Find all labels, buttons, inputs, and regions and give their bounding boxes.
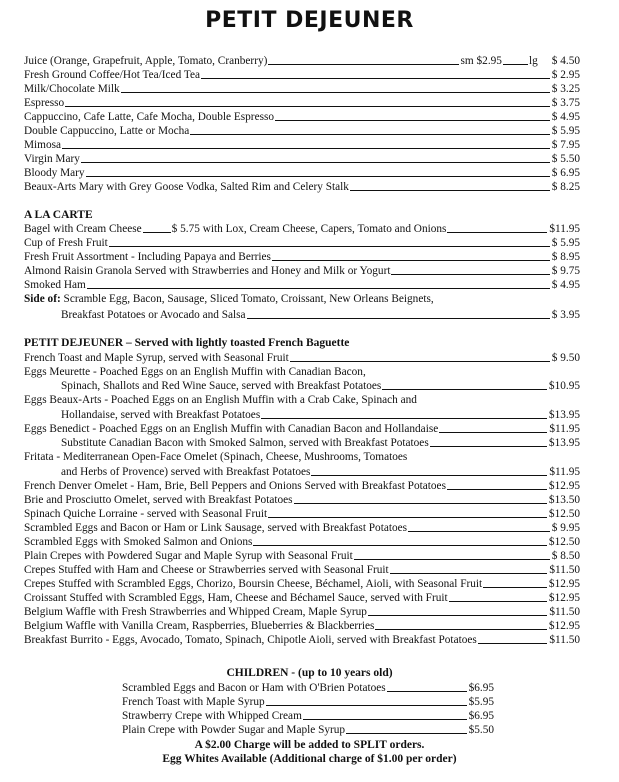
menu-item — [122, 695, 494, 709]
leader-line — [121, 92, 550, 93]
leader-line — [447, 489, 547, 490]
item-name: Espresso — [24, 97, 65, 109]
item-name: Cup of Fresh Fruit — [24, 237, 108, 249]
section-heading-a-la-carte: A LA CARTE — [24, 209, 93, 221]
item-name: French Denver Omelet - Ham, Brie, Bell Peppers and Onions Served with Breakfast Potatoes — [24, 480, 446, 492]
item-description: Fritata - Mediterranean Open-Face Omelet (Spinach, Cheese, Mushrooms, Tomatoes — [24, 451, 408, 463]
item-name: Crepes Stuffed with Scrambled Eggs, Chorizo, Boursin Cheese, Béchamel, Aioli, with Seasonal Fruit — [24, 578, 483, 590]
section-heading-children: CHILDREN - (up to 10 years old) — [226, 667, 393, 679]
item-description: Eggs Beaux-Arts - Poached Eggs on an English Muffin with a Crab Cake, Spinach and — [24, 394, 417, 406]
menu-item — [24, 591, 580, 605]
item-name: Breakfast Burrito - Eggs, Avocado, Tomato, Spinach, Chipotle Aioli, served with Breakfast Potatoes — [24, 634, 477, 646]
menu-item — [24, 436, 580, 450]
item-price: $13.95 — [548, 437, 580, 449]
item-price: $11.95 — [549, 423, 580, 435]
item-name: Scrambled Eggs and Bacon or Ham or Link Sausage, served with Breakfast Potatoes — [24, 522, 408, 534]
leader-line — [65, 106, 550, 107]
menu-item — [24, 351, 580, 365]
menu-item — [24, 110, 580, 124]
menu-item — [24, 521, 580, 535]
item-name: Beaux-Arts Mary with Grey Goose Vodka, Salted Rim and Celery Stalk — [24, 181, 349, 193]
leader-line — [294, 503, 547, 504]
item-name: Scrambled Eggs and Bacon or Ham with O'Brien Potatoes — [122, 682, 386, 694]
menu-item — [24, 124, 580, 138]
menu-item — [24, 166, 580, 180]
leader-line — [478, 643, 548, 644]
menu-item — [24, 422, 580, 436]
item-price: $10.95 — [548, 380, 580, 392]
item-price: $ 5.95 — [551, 125, 580, 137]
menu-item — [24, 408, 580, 422]
leader-line — [81, 162, 550, 163]
leader-line — [449, 601, 547, 602]
menu-item — [24, 619, 580, 633]
menu-item — [24, 493, 580, 507]
section-heading-petit-dejeuner: PETIT DEJEUNER – Served with lightly toasted French Baguette — [24, 337, 350, 349]
menu-item — [24, 577, 580, 591]
leader-line — [311, 475, 547, 476]
item-price: $ 3.75 — [551, 97, 580, 109]
menu-item — [24, 605, 580, 619]
menu-item — [24, 222, 580, 236]
menu-title: PETIT DEJEUNER — [205, 8, 414, 33]
item-name: and Herbs of Provence) served with Breakfast Potatoes — [61, 466, 311, 478]
leader-line — [266, 705, 467, 706]
item-price: $ 8.25 — [551, 181, 580, 193]
item-price: $11.95 — [549, 223, 580, 235]
item-name: Croissant Stuffed with Scrambled Eggs, Ham, Cheese and Béchamel Sauce, served with Fruit — [24, 592, 448, 604]
item-name: Plain Crepes with Powdered Sugar and Maple Syrup with Seasonal Fruit — [24, 550, 353, 562]
split-order-note: A $2.00 Charge will be added to SPLIT orders. — [194, 739, 425, 751]
item-name: Belgium Waffle with Fresh Strawberries and Whipped Cream, Maple Syrup — [24, 606, 367, 618]
item-price: $11.50 — [549, 634, 580, 646]
leader-line — [201, 78, 550, 79]
item-price: $13.50 — [548, 494, 580, 506]
item-price: $5.50 — [468, 724, 494, 736]
menu-item — [24, 236, 580, 250]
menu-item — [24, 138, 580, 152]
item-name: Milk/Chocolate Milk — [24, 83, 120, 95]
leader-line — [247, 318, 550, 319]
leader-line — [382, 389, 547, 390]
item-name: Fresh Ground Coffee/Hot Tea/Iced Tea — [24, 69, 200, 81]
item-price: $ 8.95 — [551, 251, 580, 263]
item-price: $ 7.95 — [551, 139, 580, 151]
leader-line — [391, 274, 549, 275]
item-price-small: sm $2.95 — [460, 55, 502, 67]
item-price: $12.50 — [548, 536, 580, 548]
item-name: Belgium Waffle with Vanilla Cream, Raspberries, Blueberries & Blackberries — [24, 620, 375, 632]
item-price: $11.50 — [549, 606, 580, 618]
leader-line — [268, 64, 458, 65]
item-price: $ 9.50 — [551, 352, 580, 364]
menu-item — [24, 563, 580, 577]
item-name: Scrambled Eggs with Smoked Salmon and Onions — [24, 536, 253, 548]
item-name: Almond Raisin Granola Served with Strawberries and Honey and Milk or Yogurt — [24, 265, 391, 277]
menu-item — [24, 250, 580, 264]
item-name: Juice (Orange, Grapefruit, Apple, Tomato, Cranberry) — [24, 55, 268, 67]
item-size-label: lg — [528, 55, 538, 67]
menu-item — [24, 308, 580, 322]
item-price: $ 9.75 — [551, 265, 580, 277]
menu-item — [24, 535, 580, 549]
menu-item — [122, 723, 494, 737]
item-name: Plain Crepe with Powder Sugar and Maple Syrup — [122, 724, 346, 736]
menu-item — [24, 152, 580, 166]
item-name: Fresh Fruit Assortment - Including Papaya and Berries — [24, 251, 271, 263]
item-price: $ 8.50 — [551, 550, 580, 562]
item-price: $ 5.50 — [551, 153, 580, 165]
leader-line — [390, 573, 548, 574]
item-name: Eggs Benedict - Poached Eggs on an English Muffin with Canadian Bacon and Hollandaise — [24, 423, 439, 435]
leader-line — [346, 733, 466, 734]
menu-item — [122, 709, 494, 723]
item-name: Smoked Ham — [24, 279, 86, 291]
leader-line — [253, 545, 546, 546]
item-name: Brie and Prosciutto Omelet, served with Breakfast Potatoes — [24, 494, 293, 506]
item-name: Spinach, Shallots and Red Wine Sauce, served with Breakfast Potatoes — [61, 380, 382, 392]
side-options: Scramble Egg, Bacon, Sausage, Sliced Tomato, Croissant, New Orleans Beignets, — [60, 293, 434, 305]
menu-item — [24, 82, 580, 96]
item-price: $12.50 — [548, 508, 580, 520]
item-name: Spinach Quiche Lorraine - served with Seasonal Fruit — [24, 508, 268, 520]
leader-line — [261, 418, 547, 419]
leader-line — [275, 120, 550, 121]
item-name: Cappuccino, Cafe Latte, Cafe Mocha, Double Espresso — [24, 111, 275, 123]
leader-line — [368, 615, 547, 616]
menu-item — [24, 379, 580, 393]
leader-line — [62, 148, 550, 149]
side-line-1 — [24, 292, 434, 306]
leader-line — [303, 719, 467, 720]
leader-line — [86, 176, 550, 177]
item-price: $ 6.95 — [551, 167, 580, 179]
item-name: Mimosa — [24, 139, 62, 151]
item-price: $6.95 — [468, 710, 494, 722]
item-name: Crepes Stuffed with Ham and Cheese or Strawberries served with Seasonal Fruit — [24, 564, 389, 576]
item-name: French Toast with Maple Syrup — [122, 696, 265, 708]
item-description: Eggs Meurette - Poached Eggs on an English Muffin with Canadian Bacon, — [24, 366, 366, 378]
menu-item — [24, 180, 580, 194]
item-price: $12.95 — [548, 578, 580, 590]
menu-item — [24, 507, 580, 521]
menu-item — [24, 68, 580, 82]
item-price: $12.95 — [548, 620, 580, 632]
leader-line — [272, 260, 550, 261]
item-name: Strawberry Crepe with Whipped Cream — [122, 710, 302, 722]
item-name: French Toast and Maple Syrup, served with Seasonal Fruit — [24, 352, 289, 364]
leader-line — [483, 587, 547, 588]
item-price: $ 3.95 — [551, 309, 580, 321]
item-price: $5.95 — [468, 696, 494, 708]
leader-line — [350, 190, 550, 191]
item-price: $11.50 — [549, 564, 580, 576]
menu-item — [24, 264, 580, 278]
item-price: $ 4.50 — [551, 55, 580, 67]
item-name: Bagel with Cream Cheese — [24, 223, 142, 235]
item-price: $12.95 — [548, 592, 580, 604]
leader-line — [439, 432, 547, 433]
leader-line — [87, 288, 550, 289]
menu-item — [24, 549, 580, 563]
item-price: $ 2.95 — [551, 69, 580, 81]
item-name: Breakfast Potatoes or Avocado and Salsa — [61, 309, 246, 321]
leader-line — [190, 134, 549, 135]
item-price: $11.95 — [549, 466, 580, 478]
leader-line — [354, 559, 550, 560]
egg-whites-note: Egg Whites Available (Additional charge of $1.00 per order) — [162, 753, 457, 765]
leader-line — [408, 531, 550, 532]
item-price: $13.95 — [548, 409, 580, 421]
item-price: $ 5.95 — [551, 237, 580, 249]
leader-line — [109, 246, 550, 247]
item-price: $ 3.25 — [551, 83, 580, 95]
item-name: Bloody Mary — [24, 167, 85, 179]
item-price: $12.95 — [548, 480, 580, 492]
item-price: $ 4.95 — [551, 111, 580, 123]
leader-line — [143, 232, 171, 233]
menu-item — [24, 96, 580, 110]
leader-line — [290, 361, 550, 362]
leader-line — [503, 64, 528, 65]
menu-item — [24, 278, 580, 292]
leader-line — [375, 629, 546, 630]
item-name: Hollandaise, served with Breakfast Potatoes — [61, 409, 261, 421]
leader-line — [430, 446, 547, 447]
menu-item — [24, 54, 580, 68]
leader-line — [447, 232, 547, 233]
side-label: Side of: — [24, 293, 61, 305]
menu-item — [122, 681, 494, 695]
item-name: Double Cappuccino, Latte or Mocha — [24, 125, 190, 137]
leader-line — [268, 517, 547, 518]
item-price: $ 9.95 — [551, 522, 580, 534]
item-extra: $ 5.75 with Lox, Cream Cheese, Capers, Tomato and Onions — [171, 223, 447, 235]
menu-item — [24, 465, 580, 479]
item-name: Virgin Mary — [24, 153, 80, 165]
item-price: $ 4.95 — [551, 279, 580, 291]
menu-item — [24, 633, 580, 647]
item-price: $6.95 — [468, 682, 494, 694]
leader-line — [387, 691, 467, 692]
item-name: Substitute Canadian Bacon with Smoked Salmon, served with Breakfast Potatoes — [61, 437, 429, 449]
menu-item — [24, 479, 580, 493]
